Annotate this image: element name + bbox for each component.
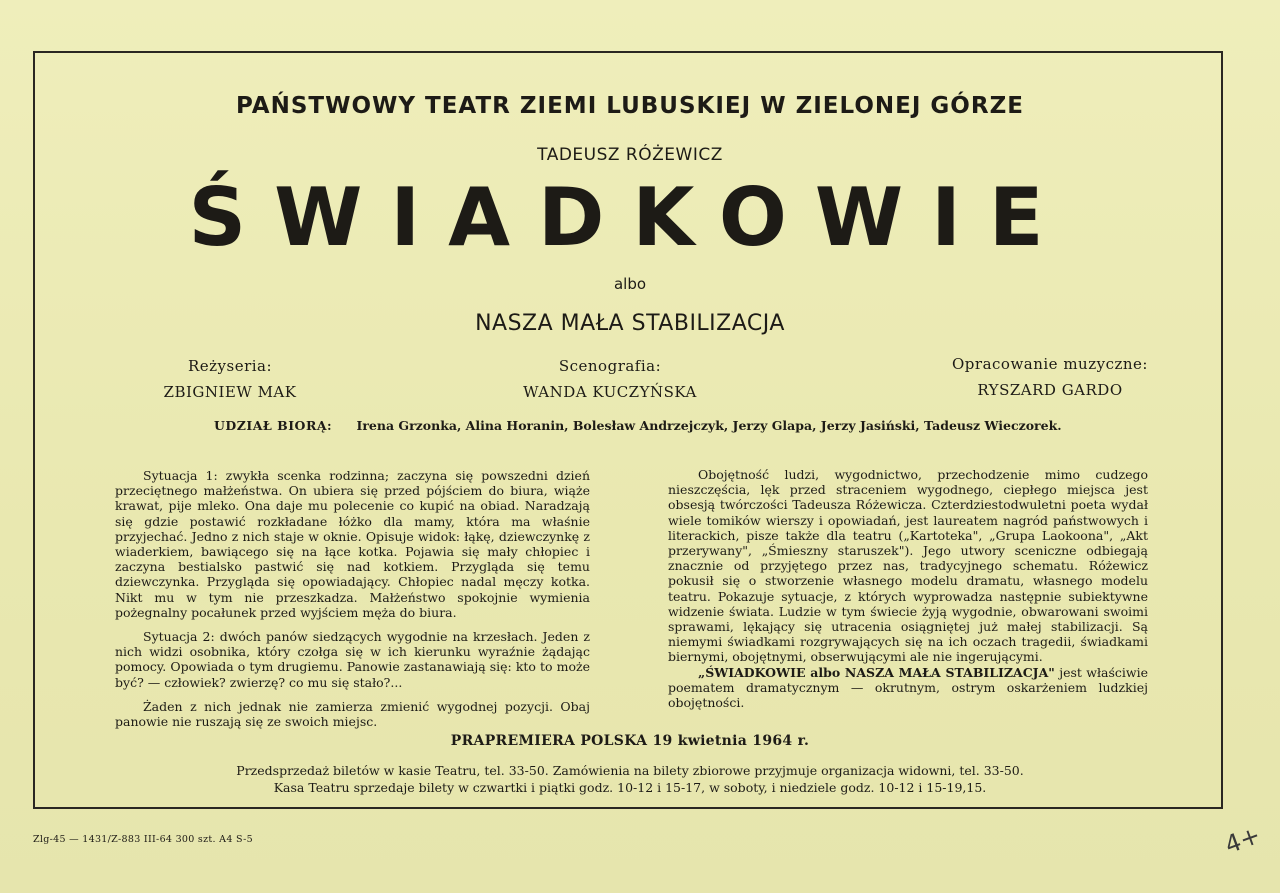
- credit-music: [930, 355, 1170, 399]
- credit-role: Reżyseria:: [187, 357, 273, 375]
- credit-person: ZBIGNIEW MAK: [163, 383, 297, 401]
- theatre-name: PAŃSTWOWY TEATR ZIEMI LUBUSKIEJ W ZIELONEJ GÓRZE: [236, 93, 1024, 119]
- ticket-info: [0, 762, 1260, 796]
- ticket-line-1: Przedsprzedaż biletów w kasie Teatru, tel. 33-50. Zamówienia na bilety zbiorowe przyjmuje organizacja widowni, tel. 33-50.: [236, 763, 1024, 778]
- premiere-date: PRAPREMIERA POLSKA 19 kwietnia 1964 r.: [450, 733, 810, 749]
- summary-paragraph: [668, 665, 1148, 711]
- summary-text: jest właściwie poematem dramatycznym — okrutnym, ostrym oskarżeniem ludzkiej obojętności.: [668, 664, 1148, 711]
- credit-role: Opracowanie muzyczne:: [952, 355, 1148, 373]
- credit-person: RYSZARD GARDO: [977, 381, 1123, 399]
- credit-director: [130, 357, 330, 401]
- cast-names: Irena Grzonka, Alina Horanin, Bolesław Andrzejczyk, Jerzy Glapa, Jerzy Jasiński, Tadeusz Wieczorek.: [356, 418, 1062, 433]
- albo-connector: albo: [613, 275, 647, 293]
- ticket-line-2: Kasa Teatru sprzedaje bilety w czwartki i piątki godz. 10-12 i 15-17, w soboty, i niedziele godz. 10-12 i 15-19,15.: [273, 780, 987, 795]
- summary-title: „ŚWIADKOWIE albo NASZA MAŁA STABILIZACJA": [698, 664, 1055, 680]
- printer-note: Zlg-45 — 1431/Z-883 III-64 300 szt. A4 S-5: [33, 834, 253, 845]
- author-name: TADEUSZ RÓŻEWICZ: [537, 145, 723, 165]
- conclusion-paragraph: Żaden z nich jednak nie zamierza zmienić wygodnej pozycji. Obaj panowie nie ruszają się ze swoich miejsc.: [115, 698, 590, 730]
- description-left-column: [115, 468, 590, 738]
- situation-1-paragraph: Sytuacja 1: zwykła scenka rodzinna; zaczyna się powszedni dzień przeciętnego małżeństwa. On ubiera się przed pójściem do biura, wiąże krawat, pije mleko. Ona daje mu polecenie co kupić na obiad. Naradzają się gdzie postawić rozkładane łóżko dla mamy, która ma właśnie przyjechać. Jedno z nich staje w oknie. Opisuje widok: łąkę, dziewczynkę z wiaderkiem, bawiącego się na łące kotka. Pojawia się mały chłopiec i zaczyna bestialsko pastwić się nad kotkiem. Przygląda się temu dziewczynka. Przygląda się opowiadający. Chłopiec nadal męczy kotka. Nikt mu w tym nie przeszkadza. Małżeństwo spokojnie wymienia pożegnalny pocałunek przed wyjściem męża do biura.: [115, 468, 590, 620]
- description-right-column: [668, 467, 1148, 710]
- cast-list: [214, 418, 1114, 433]
- situation-2-paragraph: Sytuacja 2: dwóch panów siedzących wygodnie na krzesłach. Jeden z nich widzi osobnika, który czołga się w ich kierunku wyraźnie żądając pomocy. Opowiada o tym drugiemu. Panowie zastanawiają się: kto to może być? — człowiek? zwierzę? co mu się stało?...: [115, 629, 590, 690]
- play-subtitle: NASZA MAŁA STABILIZACJA: [475, 311, 785, 336]
- handwritten-mark: 4+: [1221, 820, 1265, 860]
- credit-role: Scenografia:: [558, 357, 662, 375]
- credit-person: WANDA KUCZYŃSKA: [523, 383, 697, 401]
- author-paragraph: Obojętność ludzi, wygodnictwo, przechodzenie mimo cudzego nieszczęścia, lęk przed straceniem wygodnego, ciepłego miejsca jest obsesją twórczości Tadeusza Różewicza. Czterdziestodwuletni poeta wydał wiele tomików wierszy i opowiadań, jest laureatem nagród państwowych i literackich, pisze także dla teatru („Kartoteka", „Grupa Laokoona", „Akt przerywany", „Śmieszny staruszek"). Jego utwory sceniczne odbiegają znacznie od przyjętego przez nas, tradycyjnego schematu. Różewicz pokusił się o stworzenie własnego modelu dramatu, własnego modelu teatru. Pokazuje sytuacje, z których wyprowadza następnie subiektywne widzenie świata. Ludzie w tym świecie żyją wygodnie, obwarowani swoimi sprawami, lękający się utracenia osiągniętej już małej stabilizacji. Są niemymi świadkami rozgrywających się na ich oczach tragedii, świadkami biernymi, obojętnymi, obserwującymi ale nie ingerującymi.: [668, 467, 1148, 665]
- play-title: ŚWIADKOWIE: [188, 171, 1072, 264]
- cast-label: UDZIAŁ BIORĄ:: [214, 418, 333, 433]
- credit-scenography: [480, 357, 740, 401]
